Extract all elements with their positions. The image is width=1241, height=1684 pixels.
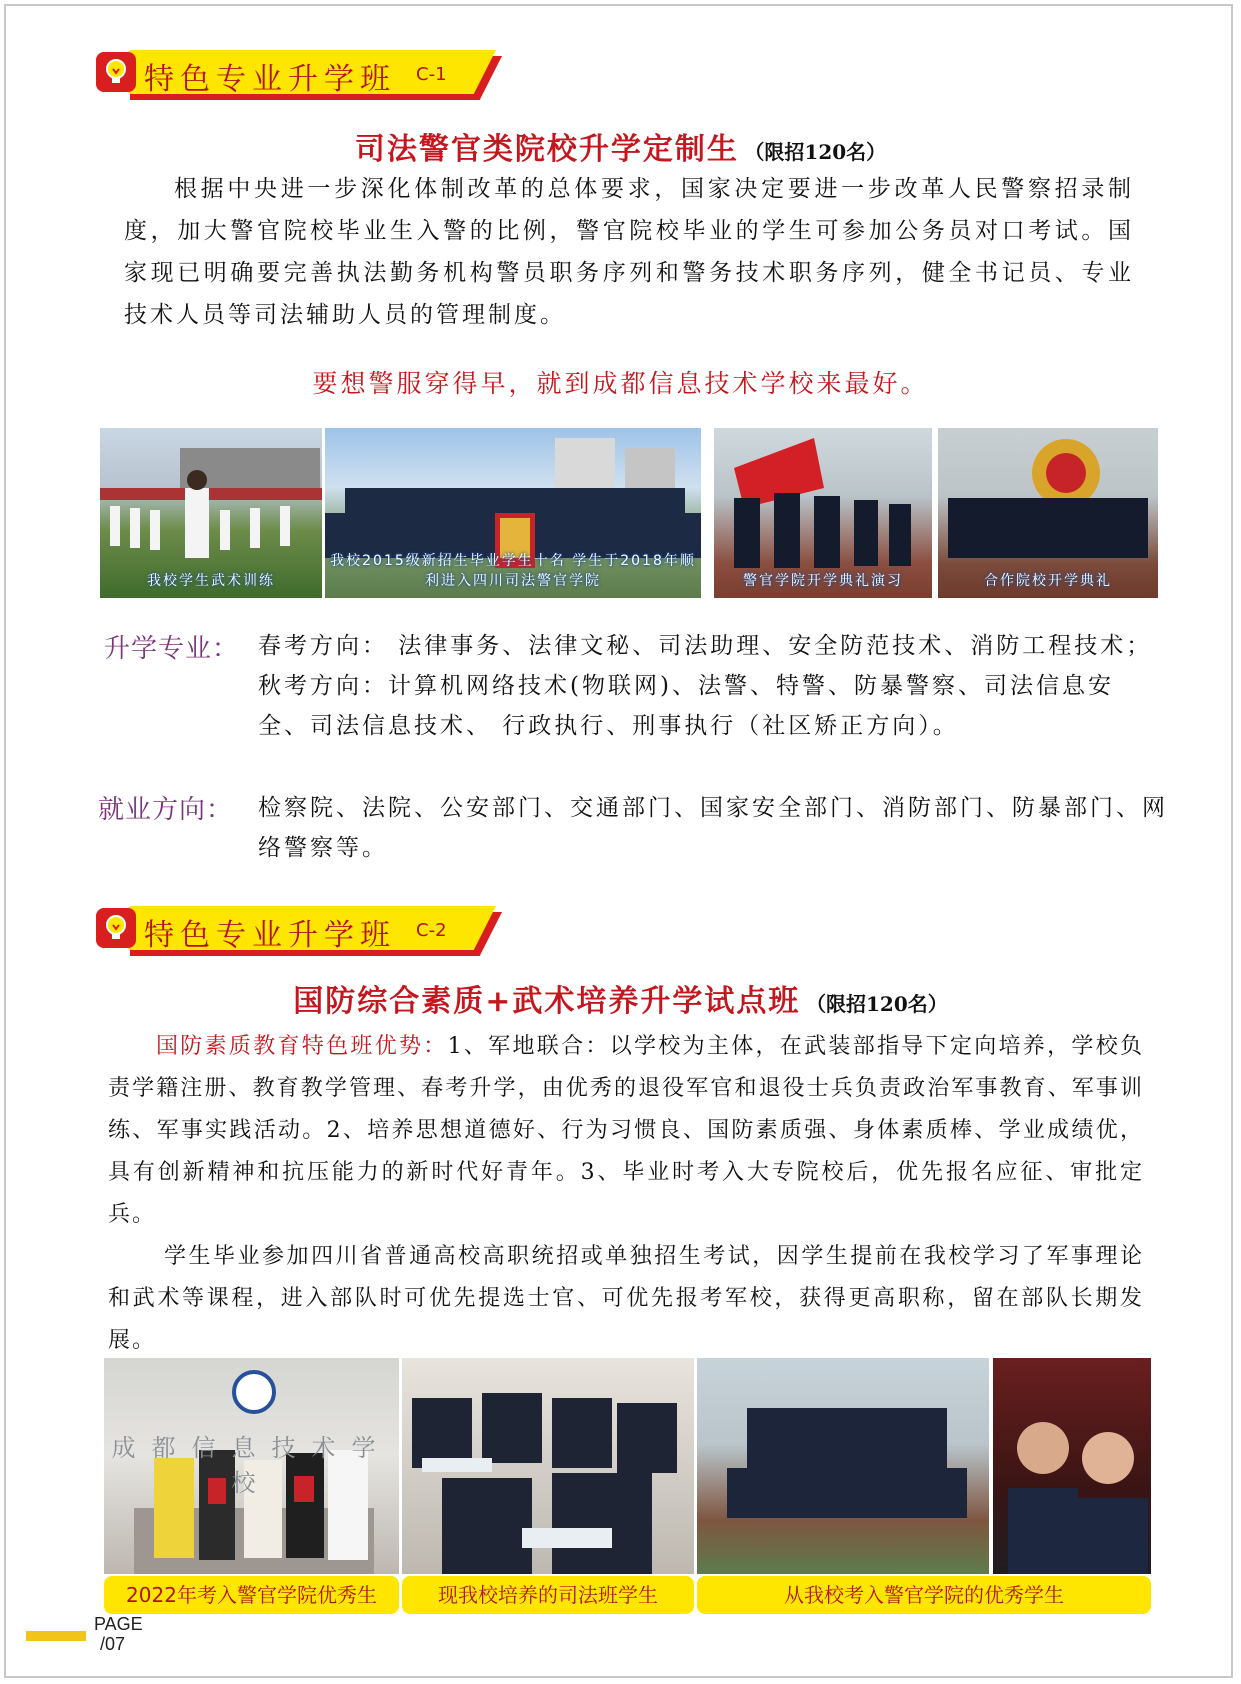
photo-two-cadets-selfie	[993, 1358, 1151, 1574]
photo-caption: 我校学生武术训练	[147, 573, 275, 589]
photo-caption: 我校2015级新招生毕业学生十名 学生于2018年顺利进入四川司法警官学院	[330, 553, 696, 589]
lightbulb-icon	[96, 52, 136, 92]
photo-opening-ceremony	[938, 428, 1158, 598]
photo-caption: 合作院校开学典礼	[984, 573, 1112, 589]
lightbulb-icon	[96, 908, 136, 948]
page-word: PAGE	[94, 1614, 143, 1634]
page-accent-bar	[26, 1631, 86, 1641]
section2-paragraph2: 学生毕业参加四川省普通高校高职统招或单独招生考试，因学生提前在我校学习了军事理论和武术等课程，进入部队时可优先提选士官、可优先报考军校，获得更高职称，留在部队长期发展。	[108, 1244, 1144, 1353]
advantage-text: 1、军地联合：以学校为主体，在武装部指导下定向培养，学校负责学籍注册、教育教学管理、春考升学，由优秀的退役军官和退役士兵负责政治军事教育、军事训练、军事实践活动。2、培养思想道德好、行为习惯良、国防素质强、身体素质棒、学业成绩优，具有创新精神和抗压能力的新时代好青年。3、毕业时考入大专院校后，优先报名应征、审批定兵。	[108, 1034, 1144, 1227]
photo-police-academy-students	[697, 1358, 989, 1574]
section-banner-c2	[96, 906, 500, 953]
photo-judicial-class-students	[402, 1358, 694, 1574]
banner-label: 特色专业升学班	[144, 918, 396, 953]
page-value: /07	[100, 1634, 126, 1654]
school-wall-sign: 成都信息技术学校	[111, 1434, 392, 1497]
section2-paragraph1	[108, 1026, 1144, 1236]
photo-excellent-students-2022	[104, 1358, 399, 1574]
photo-martial-arts-training	[100, 428, 322, 598]
advantage-lead: 国防素质教育特色班优势：	[156, 1034, 448, 1059]
section2-title: 国防综合素质+武术培养升学试点班	[293, 984, 801, 1019]
caption-admitted-students: 从我校考入警官学院的优秀学生	[697, 1576, 1151, 1614]
majors-label: 升学专业：	[104, 634, 240, 664]
photo-police-parade	[714, 428, 932, 598]
section1-slogan: 要想警服穿得早，就到成都信息技术学校来最好。	[312, 369, 929, 398]
banner-code: C-2	[416, 920, 447, 941]
majors-text: 春考方向： 法律事务、法律文秘、司法助理、安全防范技术、消防工程技术；秋考方向：计算机网络技术(物联网)、法警、特警、防暴警察、司法信息安全、司法信息技术、 行政执行、刑事执行（社区矫正方向）。	[258, 633, 1153, 739]
photo-caption: 警官学院开学典礼演习	[743, 573, 903, 589]
caption-2022-excellent: 2022年考入警官学院优秀生	[104, 1576, 399, 1614]
page-number	[94, 1614, 143, 1654]
section1-heading	[0, 124, 1241, 168]
section2-limit: （限招120名）	[805, 992, 948, 1016]
jobs-label: 就业方向：	[98, 795, 234, 825]
section-banner-c1	[96, 50, 500, 97]
section1-title: 司法警官类院校升学定制生	[354, 132, 739, 167]
banner-code: C-1	[416, 64, 447, 85]
photo-graduates-group	[325, 428, 701, 598]
jobs-text: 检察院、法院、公安部门、交通部门、国家安全部门、消防部门、防暴部门、网络警察等。	[258, 795, 1168, 861]
section1-paragraph: 根据中央进一步深化体制改革的总体要求，国家决定要进一步改革人民警察招录制度，加大警官院校毕业生入警的比例，警官院校毕业的学生可参加公务员对口考试。国家现已明确要完善执法勤务机构警员职务序列和警务技术职务序列，健全书记员、专业技术人员等司法辅助人员的管理制度。	[124, 176, 1134, 328]
section2-heading	[0, 976, 1241, 1020]
caption-judicial-class: 现我校培养的司法班学生	[402, 1576, 694, 1614]
banner-label: 特色专业升学班	[144, 62, 396, 97]
section1-limit: （限招120名）	[744, 140, 887, 164]
